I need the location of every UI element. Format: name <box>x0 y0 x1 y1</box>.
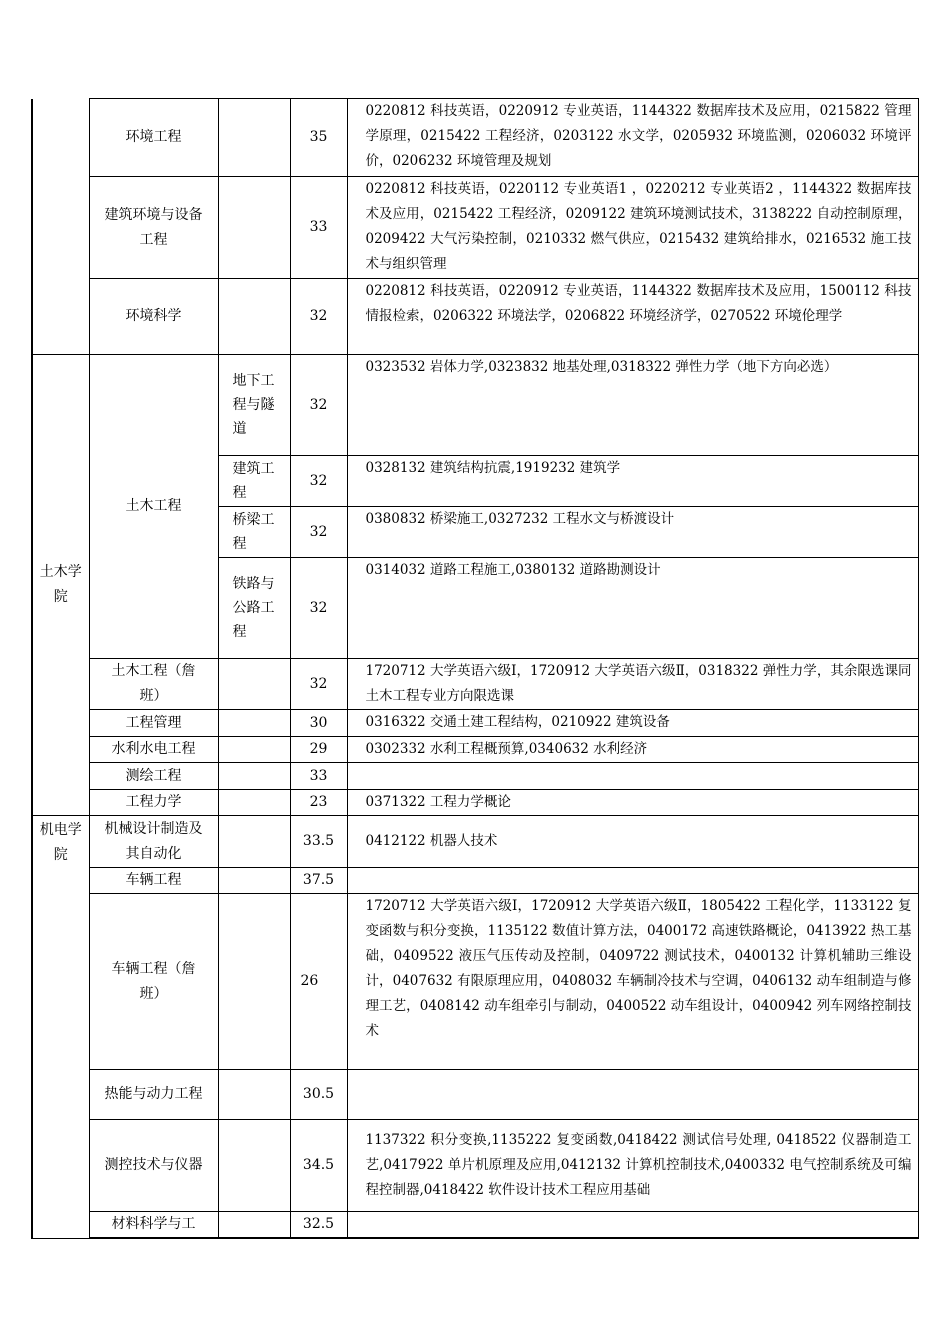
table-row <box>32 279 918 355</box>
credits-cell: 37.5 <box>290 868 347 894</box>
direction-cell <box>218 737 290 763</box>
major-cell: 土木工程 <box>89 355 218 659</box>
direction-cell <box>218 1070 290 1120</box>
table-row <box>32 868 918 894</box>
credits-cell: 32 <box>290 507 347 558</box>
credits-cell: 29 <box>290 737 347 763</box>
courses-cell: 0371322 工程力学概论 <box>347 790 918 816</box>
major-cell: 测控技术与仪器 <box>89 1120 218 1212</box>
direction-cell <box>218 177 290 279</box>
credits-cell: 33 <box>290 177 347 279</box>
courses-cell <box>347 1070 918 1120</box>
major-cell: 建筑环境与设备工程 <box>89 177 218 279</box>
credits-cell: 35 <box>290 99 347 177</box>
course-table <box>31 98 919 1239</box>
major-cell: 工程管理 <box>89 710 218 737</box>
direction-cell <box>218 763 290 790</box>
direction-cell: 桥梁工程 <box>218 507 290 558</box>
credits-cell: 32 <box>290 456 347 507</box>
table-row <box>32 99 918 177</box>
table-row <box>32 1070 918 1120</box>
credits-cell: 32 <box>290 659 347 710</box>
courses-cell: 0412122 机器人技术 <box>347 816 918 868</box>
courses-cell: 0380832 桥梁施工,0327232 工程水文与桥渡设计 <box>347 507 918 558</box>
table-row <box>32 1212 918 1239</box>
courses-cell: 0316322 交通土建工程结构，0210922 建筑设备 <box>347 710 918 737</box>
courses-cell: 0220812 科技英语，0220112 专业英语1 ，0220212 专业英语2 ，1144322 数据库技术及应用，0215422 工程经济，0209122 建筑环境测试技术，3138222 自动控制原理，0209422 大气污染控制，0210332 燃气供应，0215432 建筑给排水，0216532 施工技术与组织管理 <box>347 177 918 279</box>
major-cell: 热能与动力工程 <box>89 1070 218 1120</box>
courses-cell: 0314032 道路工程施工,0380132 道路勘测设计 <box>347 558 918 659</box>
courses-cell: 1720712 大学英语六级Ⅰ，1720912 大学英语六级Ⅱ，1805422 工程化学，1133122 复变函数与积分变换，1135122 数值计算方法，0400172 高速铁路概论，0413922 热工基础，0409522 液压气压传动及控制，0409722 测试技术，0400132 计算机辅助三维设计，0407632 有限原理应用，0408032 车辆制冷技术与空调，0406132 动车组制造与修理工艺，0408142 动车组牵引与制动，0400522 动车组设计，0400942 列车网络控制技术 <box>347 894 918 1070</box>
major-cell: 环境工程 <box>89 99 218 177</box>
courses-cell: 0328132 建筑结构抗震,1919232 建筑学 <box>347 456 918 507</box>
table-row <box>32 177 918 279</box>
major-cell: 车辆工程 <box>89 868 218 894</box>
major-cell: 材料科学与工 <box>89 1212 218 1239</box>
major-cell: 测绘工程 <box>89 763 218 790</box>
major-cell: 水利水电工程 <box>89 737 218 763</box>
table-row <box>32 659 918 710</box>
direction-cell: 铁路与公路工程 <box>218 558 290 659</box>
direction-cell <box>218 1212 290 1239</box>
table-row <box>32 1120 918 1212</box>
credits-cell: 32.5 <box>290 1212 347 1239</box>
credits-cell: 32 <box>290 279 347 355</box>
table-row <box>32 355 918 456</box>
direction-cell <box>218 1120 290 1212</box>
direction-cell: 地下工程与隧道 <box>218 355 290 456</box>
direction-cell <box>218 99 290 177</box>
courses-cell: 1137322 积分变换,1135222 复变函数,0418422 测试信号处理, 0418522 仪器制造工艺,0417922 单片机原理及应用,0412132 计算机控制技术,0400332 电气控制系统及可编程控制器,0418422 软件设计技术工程应用基础 <box>347 1120 918 1212</box>
direction-cell <box>218 868 290 894</box>
credits-cell: 26 <box>290 894 347 1070</box>
direction-cell <box>218 710 290 737</box>
direction-cell <box>218 816 290 868</box>
courses-cell: 0220812 科技英语，0220912 专业英语，1144322 数据库技术及应用，0215822 管理学原理，0215422 工程经济，0203122 水文学，0205932 环境监测，0206032 环境评价，0206232 环境管理及规划 <box>347 99 918 177</box>
credits-cell: 32 <box>290 558 347 659</box>
direction-cell <box>218 279 290 355</box>
table-row <box>32 894 918 1070</box>
credits-cell: 34.5 <box>290 1120 347 1212</box>
credits-cell: 32 <box>290 355 347 456</box>
table-row <box>32 790 918 816</box>
major-cell: 车辆工程（詹班） <box>89 894 218 1070</box>
major-cell: 机械设计制造及其自动化 <box>89 816 218 868</box>
college-cell <box>32 99 89 355</box>
direction-cell <box>218 894 290 1070</box>
major-cell: 土木工程（詹班） <box>89 659 218 710</box>
table-row <box>32 710 918 737</box>
table-row <box>32 763 918 790</box>
courses-cell: 0323532 岩体力学,0323832 地基处理,0318322 弹性力学（地下方向必选） <box>347 355 918 456</box>
courses-cell <box>347 868 918 894</box>
credits-cell: 23 <box>290 790 347 816</box>
courses-cell <box>347 763 918 790</box>
major-cell: 工程力学 <box>89 790 218 816</box>
direction-cell <box>218 790 290 816</box>
courses-cell <box>347 1212 918 1239</box>
courses-cell: 0302332 水利工程概预算,0340632 水利经济 <box>347 737 918 763</box>
direction-cell <box>218 659 290 710</box>
credits-cell: 30.5 <box>290 1070 347 1120</box>
credits-cell: 30 <box>290 710 347 737</box>
direction-cell: 建筑工程 <box>218 456 290 507</box>
credits-cell: 33 <box>290 763 347 790</box>
table-row <box>32 816 918 868</box>
courses-cell: 0220812 科技英语，0220912 专业英语，1144322 数据库技术及应用，1500112 科技情报检索，0206322 环境法学，0206822 环境经济学，0270522 环境伦理学 <box>347 279 918 355</box>
college-cell: 机电学院 <box>32 816 89 1239</box>
credits-cell: 33.5 <box>290 816 347 868</box>
table-row <box>32 737 918 763</box>
major-cell: 环境科学 <box>89 279 218 355</box>
college-cell: 土木学院 <box>32 355 89 816</box>
courses-cell: 1720712 大学英语六级Ⅰ，1720912 大学英语六级Ⅱ，0318322 弹性力学，其余限选课同土木工程专业方向限选课 <box>347 659 918 710</box>
